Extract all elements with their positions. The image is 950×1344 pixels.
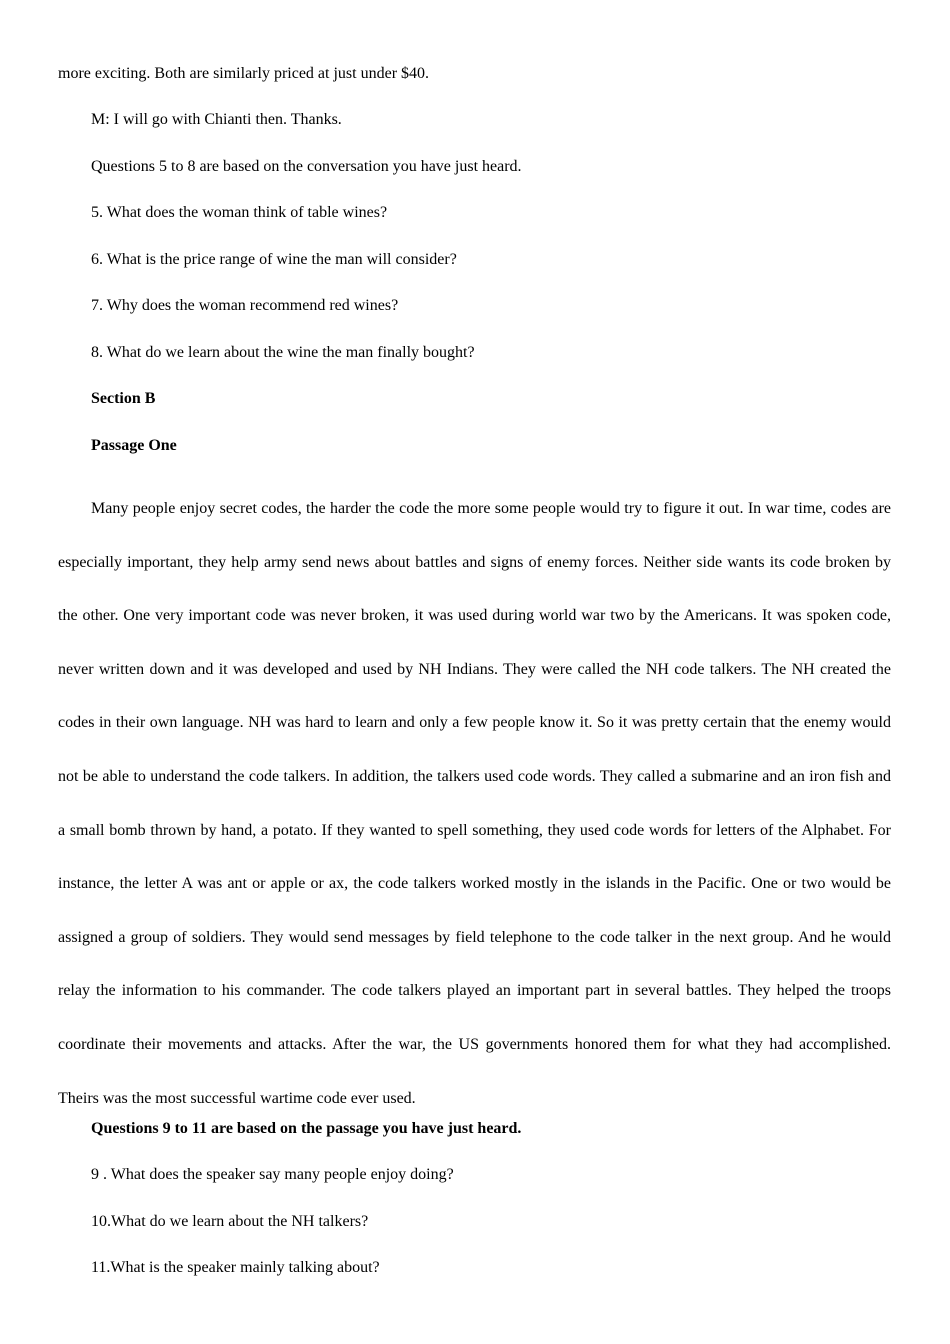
question-5: 5. What does the woman think of table wines? xyxy=(91,204,388,221)
section-heading: Section B xyxy=(91,390,156,407)
question-7: 7. Why does the woman recommend red wines? xyxy=(91,297,399,314)
passage-heading: Passage One xyxy=(91,437,177,454)
question-9: 9 . What does the speaker say many people enjoy doing? xyxy=(91,1166,454,1183)
question-8: 8. What do we learn about the wine the man finally bought? xyxy=(91,344,475,361)
question-6: 6. What is the price range of wine the man will consider? xyxy=(91,251,457,268)
question-10: 10.What do we learn about the NH talkers? xyxy=(91,1213,369,1230)
text-line-dialogue: M: I will go with Chianti then. Thanks. xyxy=(91,111,342,128)
passage-body: Many people enjoy secret codes, the harder the code the more some people would try to figure it out. In war time, codes are especially important, they help army send news about battles and signs of enemy forces. Neither side wants its code broken by the other. One very important code was never broken, it was used during world war two by the Americans. It was spoken code, never written down and it was developed and used by NH Indians. They were called the NH code talkers. The NH created the codes in their own language. NH was hard to learn and only a few people know it. So it was pretty certain that the enemy would not be able to understand the code talkers. In addition, the talkers used code words. They called a submarine and an iron fish and a small bomb thrown by hand, a potato. If they wanted to spell something, they used code words for letters of the Alphabet. For instance, the letter A was ant or apple or ax, the code talkers worked mostly in the islands in the Pacific. One or two would be assigned a group of soldiers. They would send messages by field telephone to the code talker in the next group. And he would relay the information to his commander. The code talkers played an important part in several battles. They helped the troops coordinate their movements and attacks. After the war, the US governments honored them for what they had accomplished. Theirs was the most successful wartime code ever used. xyxy=(58,500,891,1107)
text-line-continuation: more exciting. Both are similarly priced at just under $40. xyxy=(58,65,430,82)
questions-intro-line: Questions 5 to 8 are based on the conversation you have just heard. xyxy=(91,158,522,175)
questions-heading: Questions 9 to 11 are based on the passage you have just heard. xyxy=(91,1120,522,1137)
question-11: 11.What is the speaker mainly talking about? xyxy=(91,1259,380,1276)
